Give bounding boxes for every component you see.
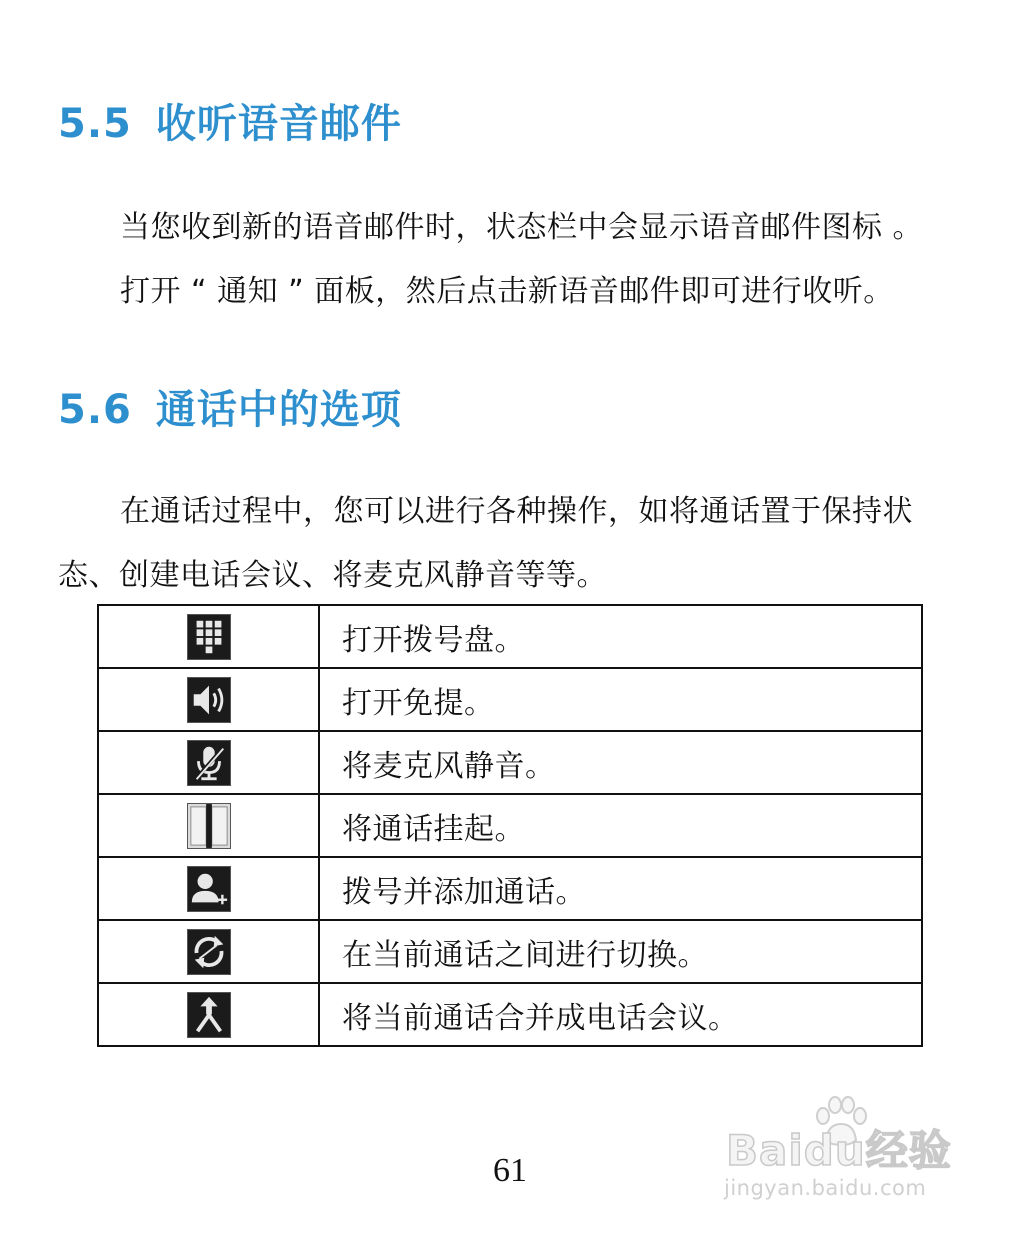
option-label: 将通话挂起。 — [319, 794, 922, 857]
add-call-icon — [187, 866, 231, 912]
mute-mic-icon — [187, 740, 231, 786]
option-label: 打开免提。 — [319, 668, 922, 731]
paragraph-call-options — [58, 480, 968, 608]
option-label: 拨号并添加通话。 — [319, 857, 922, 920]
paragraph-line: 当您收到新的语音邮件时，状态栏中会显示语音邮件图标 。 — [120, 210, 924, 245]
table-row — [98, 794, 922, 857]
hold-icon — [187, 803, 231, 849]
page-number: 61 — [493, 1152, 527, 1189]
option-label: 打开拨号盘。 — [319, 605, 922, 668]
table-row — [98, 983, 922, 1046]
option-label: 将麦克风静音。 — [319, 731, 922, 794]
watermark-logo-text: Baidu经验 — [726, 1126, 952, 1175]
call-options-table — [97, 604, 923, 1047]
section-title: 收听语音邮件 — [155, 101, 402, 147]
speaker-icon — [187, 677, 231, 723]
baidu-watermark — [722, 1096, 972, 1206]
section-heading-call-options — [58, 378, 402, 435]
section-heading-voicemail — [58, 92, 402, 149]
table-row — [98, 668, 922, 731]
section-number: 5.6 — [58, 387, 132, 433]
section-number: 5.5 — [58, 101, 132, 147]
table-row — [98, 857, 922, 920]
option-label: 在当前通话之间进行切换。 — [319, 920, 922, 983]
dialpad-icon — [187, 614, 231, 660]
table-row — [98, 605, 922, 668]
merge-call-icon — [187, 992, 231, 1038]
watermark-url: jingyan.baidu.com — [724, 1176, 927, 1200]
swap-call-icon — [187, 929, 231, 975]
paragraph-line: 在通话过程中，您可以进行各种操作，如将通话置于保持状 — [120, 494, 913, 529]
table-row — [98, 920, 922, 983]
paragraph-line: 态、创建电话会议、将麦克风静音等等。 — [58, 558, 607, 593]
paragraph-line: 打开 “ 通知 ” 面板，然后点击新语音邮件即可进行收听。 — [120, 274, 894, 309]
table-row — [98, 731, 922, 794]
paragraph-voicemail — [58, 196, 968, 324]
section-title: 通话中的选项 — [155, 387, 402, 433]
option-label: 将当前通话合并成电话会议。 — [319, 983, 922, 1046]
